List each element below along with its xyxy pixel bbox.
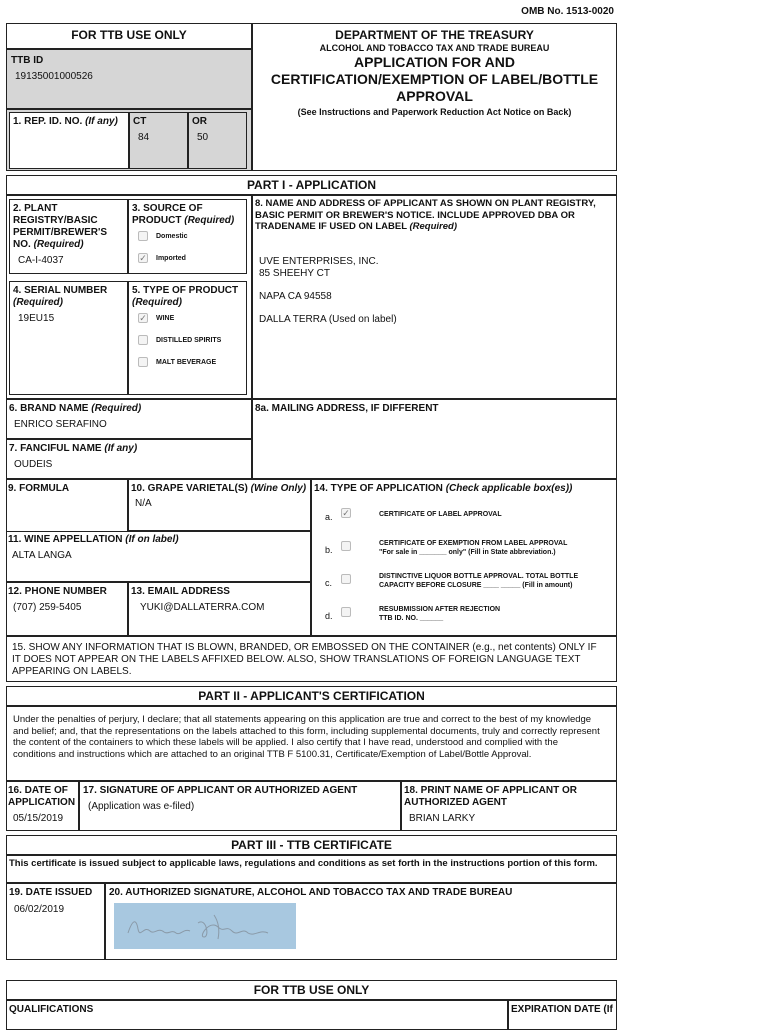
authorized-signature-image [114, 903, 296, 949]
signature-box [79, 781, 401, 831]
wine-checkbox[interactable]: ✓ [139, 313, 147, 323]
wine-label: WINE [156, 315, 175, 322]
print-name-box [401, 781, 617, 831]
instructions-note: (See Instructions and Paperwork Reduction Act Notice on Back) [297, 107, 572, 117]
expiration-date-box [508, 1000, 617, 1030]
certificate-of-label-approval-checkbox[interactable]: ✓ [342, 508, 350, 518]
grape-varietal-label: 10. GRAPE VARIETAL(S) (Wine Only) [131, 483, 307, 494]
brand-name-label: 6. BRAND NAME (Required) [9, 403, 142, 414]
ttb-id-value: 19135001000526 [15, 71, 93, 82]
type-of-application-label: 14. TYPE OF APPLICATION (Check applicable box(es)) [314, 483, 573, 494]
ct-label: CT [133, 116, 147, 127]
option-c-letter: c. [325, 578, 333, 588]
applicant-line3: NAPA CA 94558 [259, 291, 332, 302]
rep-id-label: 1. REP. ID. NO. (If any) [13, 116, 118, 127]
brand-name-value: ENRICO SERAFINO [14, 419, 107, 430]
applicant-line4: DALLA TERRA (Used on label) [259, 314, 397, 325]
ttb-id-label: TTB ID [11, 55, 44, 66]
applicant-name-address-box [252, 195, 617, 399]
date-issued-box [6, 883, 105, 960]
email-address-label: 13. EMAIL ADDRESS [131, 586, 230, 597]
authorized-signature-label: 20. AUTHORIZED SIGNATURE, ALCOHOL AND TOBACCO TAX AND TRADE BUREAU [109, 887, 513, 898]
malt-beverage-checkbox[interactable] [138, 357, 148, 367]
plant-registry-label: 2. PLANT REGISTRY/BASIC PERMIT/BREWER'S NO. (Required) [13, 203, 108, 250]
bureau-title: ALCOHOL AND TOBACCO TAX AND TRADE BUREAU [319, 43, 550, 53]
certification-text: Under the penalties of perjury, I declare; that all statements appearing on this application are true and correct to the best of my knowledge and belief; and, that the representations on the labels attached to this form, including supplemental documents, truly and correctly represent the content of the containers to which these labels will be applied. I also certify that I have read, understood and complied with the conditions and instructions which are attached to an original TTB F 5100.31, Certificate/Exemption of Label/Bottle Approval. [13, 714, 600, 761]
wine-appellation-label: 11. WINE APPELLATION (If on label) [8, 534, 179, 545]
grape-varietal-value: N/A [135, 498, 152, 509]
authorized-signature-box [105, 883, 617, 960]
qualifications-box [6, 1000, 508, 1030]
applicant-name-address-label: 8. NAME AND ADDRESS OF APPLICANT AS SHOWN ON PLANT REGISTRY, BASIC PERMIT OR BREWER'S NOTICE. INCLUDE APPROVED DBA OR TRADENAME IF USED ON LABEL (Required) [255, 198, 596, 232]
phone-number-value: (707) 259-5405 [13, 602, 82, 613]
date-of-application-box [6, 781, 79, 831]
option-d-letter: d. [325, 611, 333, 621]
department-title: DEPARTMENT OF THE TREASURY [335, 28, 534, 42]
serial-number-value: 19EU15 [18, 313, 55, 324]
date-issued-value: 06/02/2019 [14, 904, 65, 915]
domestic-label: Domestic [156, 233, 188, 240]
phone-number-label: 12. PHONE NUMBER [8, 586, 107, 597]
qualifications-label: QUALIFICATIONS [9, 1004, 94, 1015]
imported-label: Imported [156, 255, 186, 262]
part3-header [6, 835, 617, 855]
ttb-id-box [6, 49, 252, 109]
option-a-letter: a. [325, 512, 333, 522]
rep-id-box [9, 112, 129, 169]
date-of-application-value: 05/15/2019 [13, 813, 64, 824]
email-address-box [128, 582, 311, 636]
item15-text: 15. SHOW ANY INFORMATION THAT IS BLOWN, BRANDED, OR EMBOSSED ON THE CONTAINER (e.g., net contents) ONLY IF IT DOES NOT APPEAR ON THE LABELS AFFIXED BELOW. ALSO, SHOW TRANSLATIONS OF FOREIGN LANGUAGE TEXT APPEARING ON LABELS. [12, 642, 597, 677]
wine-appellation-value: ALTA LANGA [12, 550, 72, 561]
plant-registry-box [9, 199, 128, 274]
form-title-line2: CERTIFICATION/EXEMPTION OF LABEL/BOTTLE [270, 71, 599, 87]
signature-value: (Application was e-filed) [88, 801, 195, 812]
date-issued-label: 19. DATE ISSUED [9, 887, 93, 898]
serial-number-label: 4. SERIAL NUMBER (Required) [13, 285, 108, 308]
part2-header [6, 686, 617, 706]
source-of-product-box [128, 199, 247, 274]
mailing-address-box [252, 399, 617, 479]
distilled-spirits-checkbox[interactable] [138, 335, 148, 345]
grape-varietal-box [128, 479, 311, 531]
option-c-text: DISTINCTIVE LIQUOR BOTTLE APPROVAL. TOTAL BOTTLE CAPACITY BEFORE CLOSURE ____ _____ (Fill in amount) [379, 573, 579, 589]
or-value: 50 [197, 132, 209, 143]
wine-appellation-box [6, 531, 311, 582]
part2-title: PART II - APPLICANT'S CERTIFICATION [198, 689, 425, 703]
or-label: OR [192, 116, 207, 127]
applicant-line2: 85 SHEEHY CT [259, 268, 330, 279]
source-label: 3. SOURCE OF PRODUCT (Required) [132, 203, 235, 226]
signature-label: 17. SIGNATURE OF APPLICANT OR AUTHORIZED AGENT [83, 785, 358, 796]
part1-title: PART I - APPLICATION [246, 178, 377, 192]
resubmission-checkbox[interactable] [341, 607, 351, 617]
certificate-of-exemption-checkbox[interactable] [341, 541, 351, 551]
option-d-text: RESUBMISSION AFTER REJECTION TTB ID. NO. ______ [379, 606, 501, 622]
form-header [252, 23, 617, 171]
type-of-product-label: 5. TYPE OF PRODUCT (Required) [132, 285, 239, 308]
option-b-text: CERTIFICATE OF EXEMPTION FROM LABEL APPROVAL "For sale in _______ only" (Fill in State abbreviation.) [379, 540, 568, 556]
ttb-use-only-header [6, 23, 252, 49]
distilled-spirits-label: DISTILLED SPIRITS [156, 337, 222, 344]
malt-beverage-label: MALT BEVERAGE [156, 359, 217, 366]
certification-box [6, 706, 617, 781]
certificate-conditions-text: This certificate is issued subject to applicable laws, regulations and conditions as set forth in the instructions portion of this form. [9, 858, 598, 869]
bottom-ttb-use-only-text: FOR TTB USE ONLY [253, 983, 370, 997]
type-of-application-box [311, 479, 617, 636]
signature-scribble [114, 903, 296, 949]
form-title-line3: APPROVAL [396, 88, 473, 104]
part1-header [6, 175, 617, 195]
option-b-letter: b. [325, 545, 333, 555]
imported-checkbox[interactable]: ✓ [139, 253, 147, 263]
applicant-line1: UVE ENTERPRISES, INC. [259, 256, 379, 267]
fanciful-name-label: 7. FANCIFUL NAME (If any) [9, 443, 138, 454]
bottom-ttb-use-only-header [6, 980, 617, 1000]
type-of-product-box [128, 281, 247, 395]
certificate-conditions-box [6, 855, 617, 883]
or-box [188, 112, 247, 169]
domestic-checkbox[interactable] [138, 231, 148, 241]
plant-registry-value: CA-I-4037 [18, 255, 64, 266]
serial-number-box [9, 281, 128, 395]
print-name-value: BRIAN LARKY [409, 813, 476, 824]
ttb-use-only-text: FOR TTB USE ONLY [71, 28, 187, 42]
phone-number-box [6, 582, 128, 636]
distinctive-bottle-checkbox[interactable] [341, 574, 351, 584]
print-name-label: 18. PRINT NAME OF APPLICANT OR AUTHORIZED AGENT [404, 785, 577, 808]
ct-box [129, 112, 188, 169]
fanciful-name-value: OUDEIS [14, 459, 53, 470]
brand-name-box [6, 399, 252, 439]
expiration-date-label: EXPIRATION DATE (If [511, 1004, 613, 1015]
fanciful-name-box [6, 439, 252, 479]
email-address-value: YUKI@DALLATERRA.COM [140, 602, 265, 613]
formula-label: 9. FORMULA [8, 483, 70, 494]
omb-number: OMB No. 1513-0020 [521, 6, 614, 17]
mailing-address-label: 8a. MAILING ADDRESS, IF DIFFERENT [255, 403, 439, 414]
date-of-application-label: 16. DATE OF APPLICATION [8, 785, 76, 808]
form-title-line1: APPLICATION FOR AND [354, 54, 515, 70]
item15-box [6, 636, 617, 682]
ct-value: 84 [138, 132, 150, 143]
part3-title: PART III - TTB CERTIFICATE [231, 838, 392, 852]
option-a-text: CERTIFICATE OF LABEL APPROVAL [379, 511, 502, 518]
